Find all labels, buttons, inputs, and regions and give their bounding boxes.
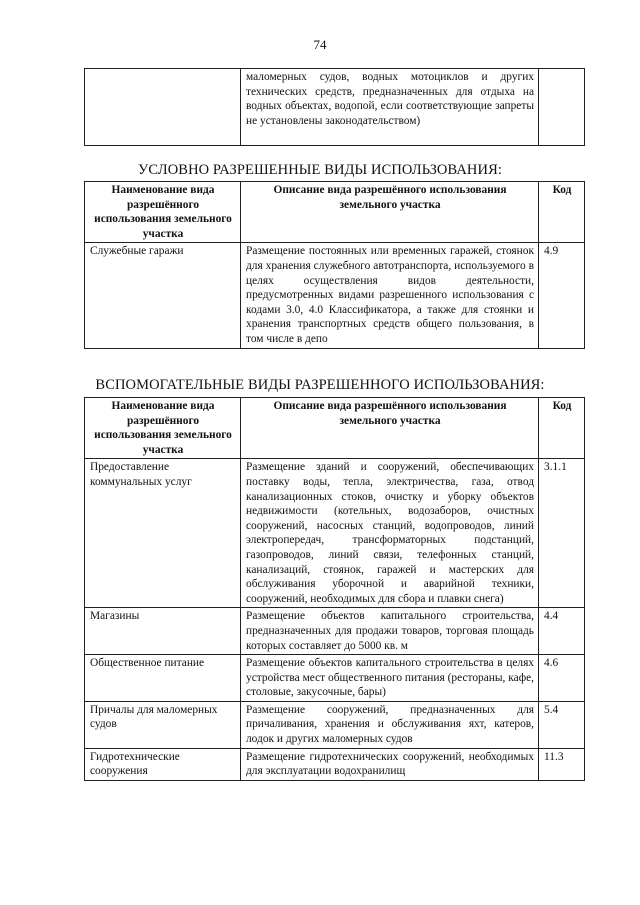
conditional-section-title: УСЛОВНО РАЗРЕШЕННЫЕ ВИДЫ ИСПОЛЬЗОВАНИЯ: <box>138 162 502 178</box>
table-header-row <box>85 182 585 243</box>
header-description: Описание вида разрешённого использования земельного участка <box>241 182 539 243</box>
table-row <box>85 655 585 702</box>
table-header-row <box>85 398 585 459</box>
header-description: Описание вида разрешённого использования земельного участка <box>241 398 539 459</box>
conditional-use-table <box>84 181 585 349</box>
code-cell: 5.4 <box>539 701 585 748</box>
auxiliary-section-title: ВСПОМОГАТЕЛЬНЫЕ ВИДЫ РАЗРЕШЕННОГО ИСПОЛЬЗОВАНИЯ: <box>95 377 545 393</box>
header-name: Наименование вида разрешённого использования земельного участка <box>85 182 241 243</box>
name-cell <box>85 69 241 146</box>
continuation-table <box>84 68 585 146</box>
description-cell: маломерных судов, водных мотоциклов и других технических средств, предназначенных для отдыха на водных объектах, водопой, если соответствующие запреты не установлены законодательством) <box>241 69 539 146</box>
code-cell: 3.1.1 <box>539 459 585 608</box>
table-row <box>85 701 585 748</box>
page-number: 74 <box>313 37 327 52</box>
table-row <box>85 459 585 608</box>
name-cell: Служебные гаражи <box>85 243 241 348</box>
name-cell: Причалы для маломерных судов <box>85 701 241 748</box>
name-cell: Магазины <box>85 608 241 655</box>
description-cell: Размещение постоянных или временных гаражей, стоянок для хранения служебного автотранспорта, используемого в целях осуществления видов деятельности, предусмотренных видами разрешенного использования с кодами 3.0, 4.0 Классификатора, а также для стоянки и хранения транспортных средств общего пользования, в том числе в депо <box>241 243 539 348</box>
code-cell: 11.3 <box>539 748 585 780</box>
description-cell: Размещение зданий и сооружений, обеспечивающих поставку воды, тепла, электричества, газа, отвод канализационных стоков, очистку и уборку объектов недвижимости (котельных, водозаборов, очистных сооружений, насосных станций, водопроводов, линий электропередач, трансформаторных подстанций, газопроводов, линий связи, телефонных станций, канализаций, стоянок, гаражей и мастерских для обслуживания уборочной и аварийной техники, сооружений, необходимых для сбора и плавки снега) <box>241 459 539 608</box>
name-cell: Гидротехнические сооружения <box>85 748 241 780</box>
table-row <box>85 69 585 146</box>
name-cell: Предоставление коммунальных услуг <box>85 459 241 608</box>
auxiliary-use-table <box>84 397 585 781</box>
header-code: Код <box>539 398 585 459</box>
table-row <box>85 243 585 348</box>
header-name: Наименование вида разрешённого использования земельного участка <box>85 398 241 459</box>
description-cell: Размещение объектов капитального строительства, предназначенных для продажи товаров, торговая площадь которых составляет до 5000 кв. м <box>241 608 539 655</box>
header-code: Код <box>539 182 585 243</box>
table-row <box>85 608 585 655</box>
description-cell: Размещение сооружений, предназначенных для причаливания, хранения и обслуживания яхт, катеров, лодок и других маломерных судов <box>241 701 539 748</box>
description-cell: Размещение объектов капитального строительства в целях устройства мест общественного питания (рестораны, кафе, столовые, закусочные, бары) <box>241 655 539 702</box>
code-cell: 4.6 <box>539 655 585 702</box>
description-cell: Размещение гидротехнических сооружений, необходимых для эксплуатации водохранилищ <box>241 748 539 780</box>
code-cell: 4.4 <box>539 608 585 655</box>
code-cell <box>539 69 585 146</box>
name-cell: Общественное питание <box>85 655 241 702</box>
table-row <box>85 748 585 780</box>
code-cell: 4.9 <box>539 243 585 348</box>
